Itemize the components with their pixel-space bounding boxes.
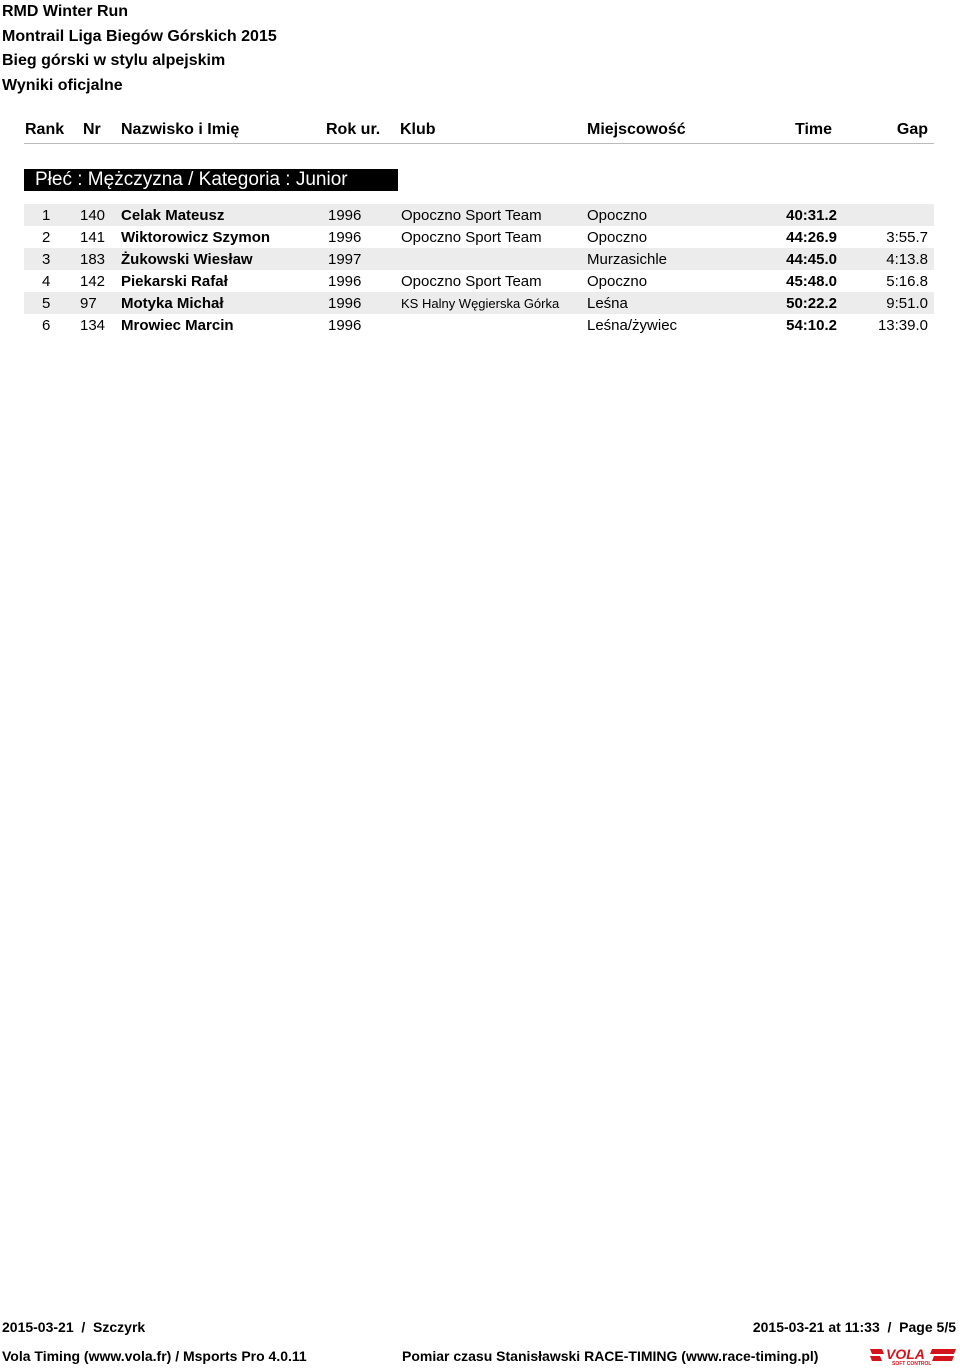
city-cell: Opoczno (587, 229, 648, 246)
bib-cell: 183 (80, 251, 106, 268)
year-cell: 1996 (328, 317, 362, 334)
club-cell: KS Halny Węgierska Górka (401, 296, 560, 311)
logo-subtext: SOFT CONTROL (892, 1361, 932, 1366)
year-cell: 1997 (328, 251, 362, 268)
column-headers (24, 118, 934, 144)
table-row (24, 248, 934, 270)
bib-cell: 134 (80, 317, 106, 334)
name-cell: Żukowski Wiesław (121, 251, 253, 268)
city-cell: Opoczno (587, 207, 648, 224)
gap-cell: 5:16.8 (886, 273, 928, 290)
date-place: 2015-03-21 / Szczyrk (2, 1319, 146, 1335)
bib-cell: 142 (80, 273, 106, 290)
rank-cell: 1 (42, 207, 51, 224)
time-cell: 54:10.2 (786, 317, 837, 334)
col-time: Time (795, 121, 833, 138)
time-cell: 44:26.9 (786, 229, 837, 246)
col-club: Klub (400, 121, 436, 138)
year-cell: 1996 (328, 207, 362, 224)
club-cell: Opoczno Sport Team (401, 273, 542, 290)
table-row (24, 292, 934, 314)
city-cell: Leśna/żywiec (587, 317, 678, 334)
time-cell: 45:48.0 (786, 273, 837, 290)
results-status: Wyniki oficjalne (2, 76, 123, 94)
name-cell: Wiktorowicz Szymon (121, 229, 271, 246)
race-type: Bieg górski w stylu alpejskim (2, 52, 226, 69)
bib-cell: 141 (80, 229, 106, 246)
year-cell: 1996 (328, 229, 362, 246)
name-cell: Motyka Michał (121, 295, 224, 312)
vola-logo-icon (870, 1346, 956, 1366)
time-cell: 50:22.2 (786, 295, 837, 312)
league-title: Montrail Liga Biegów Górskich 2015 (2, 27, 277, 45)
results-table (24, 204, 934, 336)
year-cell: 1996 (328, 295, 362, 312)
software-credit: Vola Timing (www.vola.fr) / Msports Pro 4.0.11 (2, 1348, 307, 1364)
table-row (24, 204, 934, 226)
rank-cell: 6 (42, 317, 51, 334)
event-title: RMD Winter Run (2, 3, 129, 20)
rank-cell: 2 (42, 229, 51, 246)
bib-cell: 97 (80, 295, 97, 312)
table-row (24, 314, 934, 336)
name-cell: Celak Mateusz (121, 207, 225, 224)
col-year: Rok ur. (326, 121, 381, 138)
col-rank: Rank (25, 121, 65, 138)
gap-cell: 13:39.0 (877, 317, 928, 334)
name-cell: Piekarski Rafał (121, 273, 228, 290)
club-cell: Opoczno Sport Team (401, 229, 542, 246)
time-cell: 40:31.2 (786, 207, 837, 224)
gap-cell: 4:13.8 (886, 251, 928, 268)
city-cell: Murzasichle (587, 251, 668, 268)
name-cell: Mrowiec Marcin (121, 317, 234, 334)
table-row (24, 270, 934, 292)
rank-cell: 3 (42, 251, 51, 268)
gap-cell: 3:55.7 (886, 229, 928, 246)
category-banner: Płeć : Mężczyzna / Kategoria : Junior (24, 169, 398, 191)
city-cell: Opoczno (587, 273, 648, 290)
document-header (2, 0, 277, 98)
city-cell: Leśna (587, 295, 628, 312)
bib-cell: 140 (80, 207, 106, 224)
col-name: Nazwisko i Imię (121, 121, 240, 138)
print-info: 2015-03-21 at 11:33 / Page 5/5 (752, 1319, 956, 1335)
rank-cell: 5 (42, 295, 51, 312)
gap-cell: 9:51.0 (886, 295, 928, 312)
timing-credit: Pomiar czasu Stanisławski RACE-TIMING (www.race-timing.pl) (402, 1348, 819, 1364)
table-row (24, 226, 934, 248)
col-city: Miejscowość (587, 121, 686, 138)
rank-cell: 4 (42, 273, 51, 290)
col-gap: Gap (896, 121, 928, 138)
year-cell: 1996 (328, 273, 362, 290)
club-cell: Opoczno Sport Team (401, 207, 542, 224)
time-cell: 44:45.0 (786, 251, 837, 268)
col-nr: Nr (83, 121, 101, 138)
logo-text: VOLA (886, 1346, 925, 1362)
